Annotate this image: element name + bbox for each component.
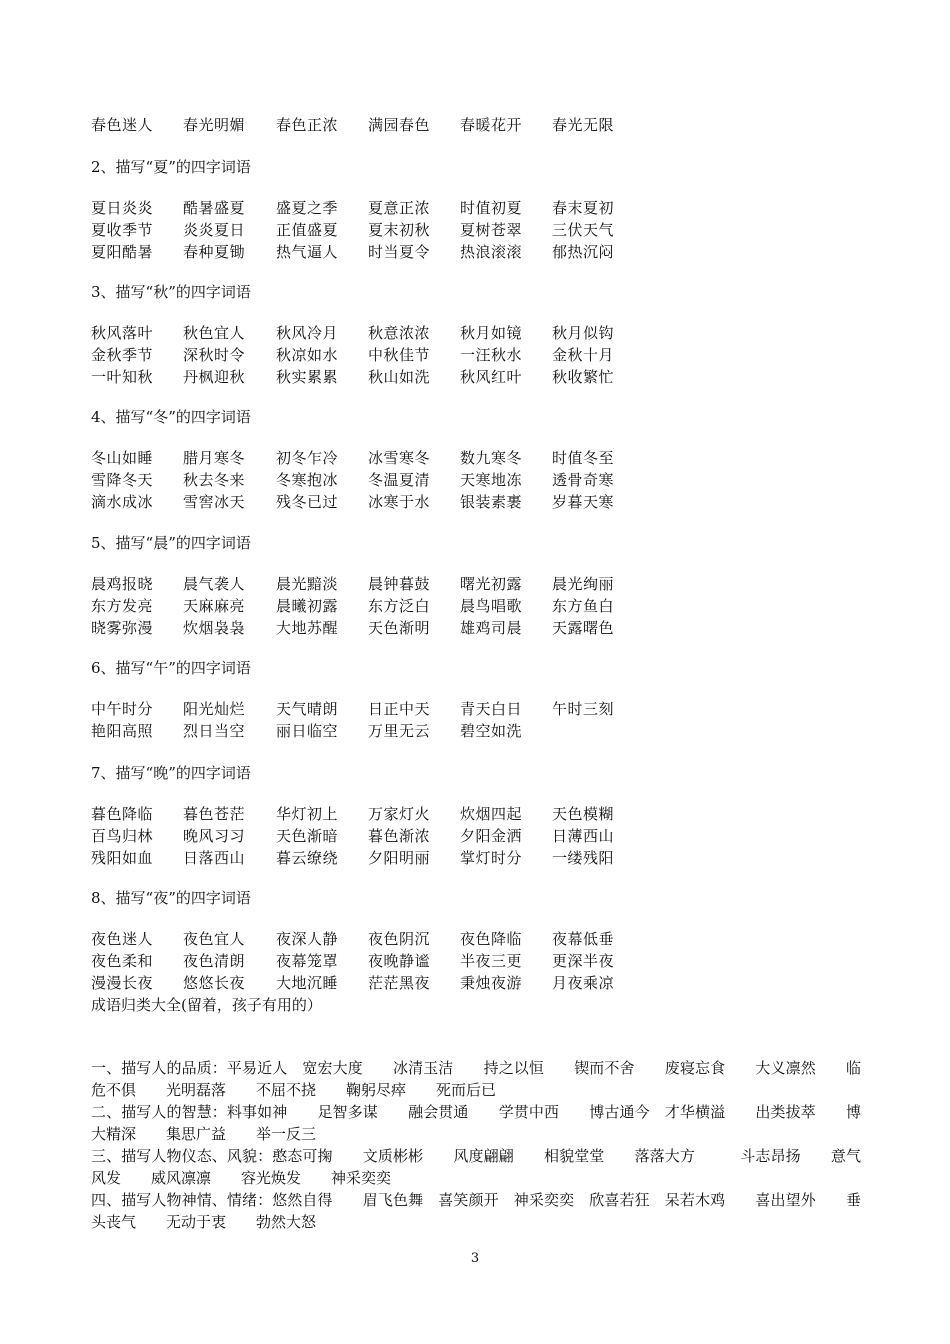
word-cell: 夏收季节 — [91, 221, 154, 239]
word-cell: 更深半夜 — [552, 952, 615, 970]
word-cell: 晨光黯淡 — [276, 575, 339, 593]
word-cell: 晚风习习 — [183, 827, 246, 845]
word-cell: 日正中天 — [368, 700, 431, 718]
word-cell: 暮色降临 — [91, 805, 154, 823]
word-cell: 晓雾弥漫 — [91, 619, 154, 637]
word-cell: 晨光绚丽 — [552, 575, 615, 593]
word-cell: 晨气袭人 — [183, 575, 246, 593]
word-cell: 夏日炎炎 — [91, 199, 154, 217]
word-cell: 郁热沉闷 — [552, 243, 615, 261]
word-cell: 中秋佳节 — [368, 346, 431, 364]
word-cell: 冰寒于水 — [368, 493, 431, 511]
section-heading: 2、描写“夏”的四字词语 — [91, 158, 251, 176]
word-cell: 秋风落叶 — [91, 324, 154, 342]
word-cell: 秉烛夜游 — [460, 974, 523, 992]
word-cell: 掌灯时分 — [460, 849, 523, 867]
word-cell: 初冬乍冷 — [276, 449, 339, 467]
word-cell: 冬山如睡 — [91, 449, 154, 467]
word-cell: 烈日当空 — [183, 722, 246, 740]
word-cell: 夜色降临 — [460, 930, 523, 948]
section-heading: 7、描写“晚”的四字词语 — [91, 764, 251, 782]
word-cell: 夕阳明丽 — [368, 849, 431, 867]
word-cell: 秋收繁忙 — [552, 368, 615, 386]
word-cell: 热浪滚滚 — [460, 243, 523, 261]
section-heading: 6、描写“午”的四字词语 — [91, 659, 251, 677]
idiom-paragraph: 二、描写人的智慧：料事如神 足智多谋 融会贯通 学贯中西 博古通今 才华横溢 出类拔萃 博大精深 集思广益 举一反三 — [91, 1103, 861, 1143]
word-cell: 夜晚静谧 — [368, 952, 431, 970]
word-cell: 半夜三更 — [460, 952, 523, 970]
word-cell: 夜色清朗 — [183, 952, 246, 970]
word-cell: 数九寒冬 — [460, 449, 523, 467]
word-cell: 正值盛夏 — [276, 221, 339, 239]
word-cell: 暮色苍茫 — [183, 805, 246, 823]
word-cell: 一叶知秋 — [91, 368, 154, 386]
word-cell: 天寒地冻 — [460, 471, 523, 489]
word-cell: 丽日临空 — [276, 722, 339, 740]
word-cell: 残冬已过 — [276, 493, 339, 511]
word-cell: 艳阳高照 — [91, 722, 154, 740]
word-cell: 雪窖冰天 — [183, 493, 246, 511]
word-cell: 百鸟归林 — [91, 827, 154, 845]
word-cell: 晨曦初露 — [276, 597, 339, 615]
word-cell: 夜深人静 — [276, 930, 339, 948]
word-cell: 万家灯火 — [368, 805, 431, 823]
word-cell: 夜色宜人 — [183, 930, 246, 948]
word-cell: 夏阳酷暑 — [91, 243, 154, 261]
word-cell: 满园春色 — [368, 116, 431, 134]
word-cell: 滴水成冰 — [91, 493, 154, 511]
word-cell: 夜色柔和 — [91, 952, 154, 970]
word-cell: 秋凉如水 — [276, 346, 339, 364]
word-cell: 大地苏醒 — [276, 619, 339, 637]
word-cell: 日薄西山 — [552, 827, 615, 845]
word-cell: 岁暮天寒 — [552, 493, 615, 511]
word-cell: 天气晴朗 — [276, 700, 339, 718]
word-cell: 阳光灿烂 — [183, 700, 246, 718]
word-cell: 春暖花开 — [460, 116, 523, 134]
word-cell: 夜色迷人 — [91, 930, 154, 948]
word-cell: 天色模糊 — [552, 805, 615, 823]
word-cell: 中午时分 — [91, 700, 154, 718]
word-cell: 春光明媚 — [183, 116, 246, 134]
word-cell: 雪降冬天 — [91, 471, 154, 489]
word-cell: 万里无云 — [368, 722, 431, 740]
word-cell: 暮云缭绕 — [276, 849, 339, 867]
word-cell: 大地沉睡 — [276, 974, 339, 992]
word-cell: 春光无限 — [552, 116, 615, 134]
word-cell: 东方泛白 — [368, 597, 431, 615]
word-cell: 秋意浓浓 — [368, 324, 431, 342]
word-cell: 漫漫长夜 — [91, 974, 154, 992]
word-cell: 银装素裹 — [460, 493, 523, 511]
word-cell: 夏意正浓 — [368, 199, 431, 217]
word-cell: 夏树苍翠 — [460, 221, 523, 239]
word-cell: 青天白日 — [460, 700, 523, 718]
word-cell: 一汪秋水 — [460, 346, 523, 364]
word-cell: 晨鸡报晓 — [91, 575, 154, 593]
word-cell: 天麻麻亮 — [183, 597, 246, 615]
word-cell: 天色渐暗 — [276, 827, 339, 845]
word-cell: 秋月如镜 — [460, 324, 523, 342]
word-cell: 残阳如血 — [91, 849, 154, 867]
word-cell: 热气逼人 — [276, 243, 339, 261]
word-cell: 雄鸡司晨 — [460, 619, 523, 637]
word-cell: 晨鸟唱歌 — [460, 597, 523, 615]
word-cell: 夜色阴沉 — [368, 930, 431, 948]
word-cell: 炊烟袅袅 — [183, 619, 246, 637]
word-cell: 悠悠长夜 — [183, 974, 246, 992]
word-cell: 夏末初秋 — [368, 221, 431, 239]
word-cell: 东方发亮 — [91, 597, 154, 615]
idiom-paragraph: 四、描写人物神情、情绪：悠然自得 眉飞色舞 喜笑颜开 神采奕奕 欣喜若狂 呆若木鸡 喜出望外 垂头丧气 无动于衷 勃然大怒 — [91, 1191, 861, 1231]
word-cell: 冬温夏清 — [368, 471, 431, 489]
word-cell: 炊烟四起 — [460, 805, 523, 823]
word-cell: 深秋时令 — [183, 346, 246, 364]
word-cell: 晨钟暮鼓 — [368, 575, 431, 593]
word-cell: 秋风冷月 — [276, 324, 339, 342]
word-cell: 曙光初露 — [460, 575, 523, 593]
word-cell: 春种夏锄 — [183, 243, 246, 261]
section-heading: 8、描写“夜”的四字词语 — [91, 889, 251, 907]
word-cell: 冬寒抱冰 — [276, 471, 339, 489]
word-cell: 夜幕笼罩 — [276, 952, 339, 970]
word-cell: 秋色宜人 — [183, 324, 246, 342]
idiom-section-title: 成语归类大全(留着，孩子有用的） — [91, 996, 322, 1014]
word-cell: 碧空如洗 — [460, 722, 523, 740]
word-cell: 金秋十月 — [552, 346, 615, 364]
word-cell: 春末夏初 — [552, 199, 615, 217]
idiom-paragraph: 一、描写人的品质：平易近人 宽宏大度 冰清玉洁 持之以恒 锲而不舍 废寝忘食 大义凛然 临危不俱 光明磊落 不屈不挠 鞠躬尽瘁 死而后已 — [91, 1059, 861, 1099]
word-cell: 华灯初上 — [276, 805, 339, 823]
section-heading: 5、描写“晨”的四字词语 — [91, 534, 251, 552]
section-heading: 3、描写“秋”的四字词语 — [91, 283, 251, 301]
word-cell: 冰雪寒冬 — [368, 449, 431, 467]
word-cell: 丹枫迎秋 — [183, 368, 246, 386]
word-cell: 夜幕低垂 — [552, 930, 615, 948]
word-cell: 秋去冬来 — [183, 471, 246, 489]
word-cell: 天色渐明 — [368, 619, 431, 637]
word-cell: 茫茫黑夜 — [368, 974, 431, 992]
word-cell: 秋实累累 — [276, 368, 339, 386]
word-cell: 秋山如洗 — [368, 368, 431, 386]
word-cell: 天露曙色 — [552, 619, 615, 637]
word-cell: 时当夏令 — [368, 243, 431, 261]
word-cell: 秋风红叶 — [460, 368, 523, 386]
word-cell: 时值初夏 — [460, 199, 523, 217]
word-cell: 春色迷人 — [91, 116, 154, 134]
word-cell: 金秋季节 — [91, 346, 154, 364]
word-cell: 东方鱼白 — [552, 597, 615, 615]
word-cell: 午时三刻 — [552, 700, 615, 718]
word-cell: 腊月寒冬 — [183, 449, 246, 467]
word-cell: 日落西山 — [183, 849, 246, 867]
word-cell: 夕阳金洒 — [460, 827, 523, 845]
idiom-paragraph: 三、描写人物仪态、风貌：憨态可掬 文质彬彬 风度翩翩 相貌堂堂 落落大方 斗志昂扬 意气风发 威风凛凛 容光焕发 神采奕奕 — [91, 1147, 861, 1187]
section-heading: 4、描写“冬”的四字词语 — [91, 408, 251, 426]
word-cell: 炎炎夏日 — [183, 221, 246, 239]
page-number: 3 — [470, 1251, 480, 1266]
word-cell: 透骨奇寒 — [552, 471, 615, 489]
word-cell: 时值冬至 — [552, 449, 615, 467]
word-cell: 秋月似钩 — [552, 324, 615, 342]
word-cell: 三伏天气 — [552, 221, 615, 239]
word-cell: 酷暑盛夏 — [183, 199, 246, 217]
word-cell: 暮色渐浓 — [368, 827, 431, 845]
word-cell: 盛夏之季 — [276, 199, 339, 217]
word-cell: 春色正浓 — [276, 116, 339, 134]
word-cell: 月夜乘凉 — [552, 974, 615, 992]
word-cell: 一缕残阳 — [552, 849, 615, 867]
